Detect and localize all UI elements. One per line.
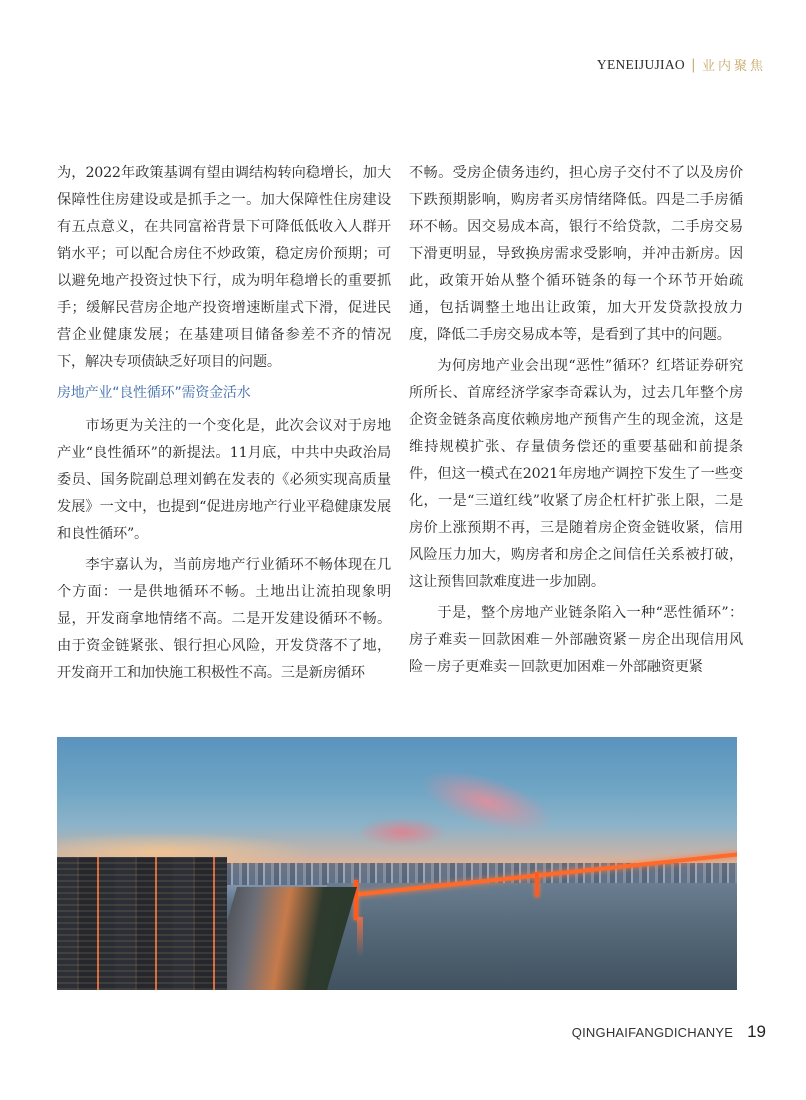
section-title-latin: YENEIJUJIAO <box>596 56 685 72</box>
running-header <box>597 55 766 74</box>
running-footer <box>572 1022 766 1042</box>
paragraph: 为何房地产业会出现“恶性”循环？红塔证券研究所所长、首席经济学家李奇霖认为，过去几年整个房企资金链条高度依赖房地产预售产生的现金流，这是维持规模扩张、存量债务偿还的重要基础和前提条件，但这一模式在2021年房地产调控下发生了一些变化，一是“三道红线”收紧了房企杠杆扩张上限，二是房价上涨预期不再，三是随着房企资金链收紧，信用风险压力加大，购房者和房企之间信任关系被打破，这让预售回款难度进一步加剧。 <box>409 358 743 590</box>
page-number: 19 <box>747 1022 766 1041</box>
river-water <box>327 883 737 990</box>
header-separator: | <box>690 56 696 73</box>
journal-name: QINGHAIFANGDICHANYE <box>571 1025 734 1040</box>
bridge-tower <box>535 872 539 897</box>
paragraph: 市场更为关注的一个变化是，此次会议对于房地产业“良性循环”的新提法。11月底，中共中央政治局委员、国务院副总理刘鹤在发表的《必须实现高质量发展》一文中，也提到“促进房地产行业平稳健康发展和良性循环”。 <box>57 418 391 542</box>
residential-towers <box>57 857 227 990</box>
pink-cloud <box>357 817 447 847</box>
bridge-reflection <box>357 917 363 957</box>
paragraph: 于是，整个房地产业链条陷入一种“恶性循环”：房子难卖－回款困难－外部融资紧－房企出现信用风险－房子更难卖－回款更加困难－外部融资更紧 <box>409 605 743 675</box>
paragraph: 李宇嘉认为，当前房地产行业循环不畅体现在几个方面：一是供地循环不畅。土地出让流拍现象明显，开发商拿地情绪不高。二是开发建设循环不畅。由于资金链紧张、银行担心风险，开发贷落不了地，开发商开工和加快施工积极性不高。三是新房循环 <box>57 557 391 681</box>
cityscape-photo <box>57 737 737 990</box>
bridge-tower <box>354 880 358 920</box>
section-subheading: 房地产业“良性循环”需资金活水 <box>57 385 251 401</box>
paragraph: 为，2022年政策基调有望由调结构转向稳增长，加大保障性住房建设或是抓手之一。加大保障性住房建设有五点意义，在共同富裕背景下可降低低收入人群开销水平；可以配合房住不炒政策，稳定房价预期；可以避免地产投资过快下行，成为明年稳增长的重要抓手；缓解民营房企地产投资增速断崖式下滑，促进民营企业健康发展；在基建项目储备参差不齐的情况下，解决专项债缺乏好项目的问题。 <box>57 165 391 370</box>
left-column <box>57 160 391 687</box>
right-column <box>409 160 743 681</box>
section-title-cn: 业内聚焦 <box>701 59 766 74</box>
paragraph: 不畅。受房企债务违约，担心房子交付不了以及房价下跌预期影响，购房者买房情绪降低。四是二手房循环不畅。因交易成本高，银行不给贷款，二手房交易下滑更明显，导致换房需求受影响，并冲击新房。因此，政策开始从整个循环链条的每一个环节开始疏通，包括调整土地出让政策，加大开发贷款投放力度，降低二手房交易成本等，是看到了其中的问题。 <box>409 165 743 343</box>
